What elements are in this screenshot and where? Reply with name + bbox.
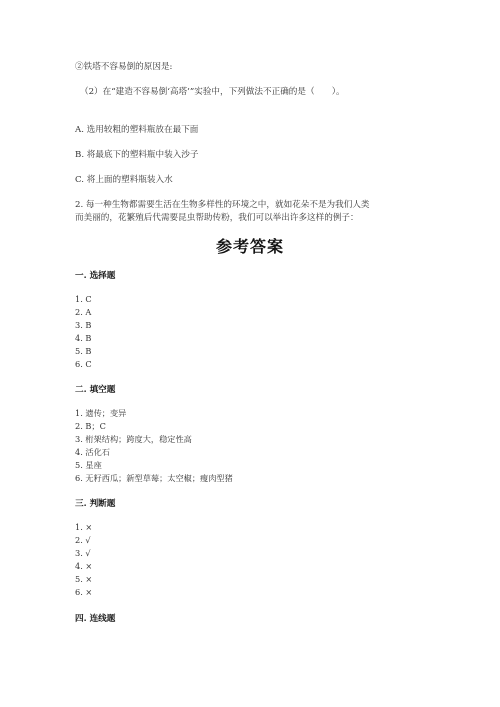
option-c: C. 将上面的塑料瓶装入水 <box>75 175 173 185</box>
list-item: 3. √ <box>75 548 91 558</box>
question-2-line-1: 2. 每一种生物都需要生活在生物多样性的环境之中，就如花朵不是为我们人类 <box>75 200 370 210</box>
list-item: 5. × <box>75 574 93 584</box>
list-item: 2. √ <box>75 535 91 545</box>
list-item: 1. × <box>75 522 93 532</box>
list-item: 3. 桁架结构；跨度大，稳定性高 <box>75 434 192 444</box>
list-item: 4. B <box>75 333 92 343</box>
section-heading-true-false: 三. 判断题 <box>75 499 116 509</box>
option-b: B. 将最底下的塑料瓶中装入沙子 <box>75 150 199 160</box>
fill-blank-answers-list <box>75 407 233 485</box>
list-item: 5. 星座 <box>75 460 102 470</box>
list-item: 6. 无籽西瓜；新型草莓；太空椒；瘦肉型猪 <box>75 473 233 483</box>
section-heading-choice: 一. 选择题 <box>75 271 116 281</box>
question-line-tower-experiment: （2）在“建造不容易倒‘高塔’”实验中，下列做法不正确的是（ ）。 <box>80 87 345 97</box>
true-false-answers-list <box>75 521 92 599</box>
list-item: 2. A <box>75 307 92 317</box>
list-item: 6. × <box>75 587 93 597</box>
list-item: 6. C <box>75 359 92 369</box>
section-heading-fill-blank: 二. 填空题 <box>75 385 116 395</box>
section-heading-matching: 四. 连线题 <box>75 614 116 624</box>
list-item: 4. × <box>75 561 93 571</box>
list-item: 3. B <box>75 320 92 330</box>
list-item: 1. 遗传；变异 <box>75 408 127 418</box>
question-line-tower-reason: ②铁塔不容易倒的原因是: <box>75 62 173 72</box>
list-item: 4. 活化石 <box>75 447 110 457</box>
option-a: A. 选用较粗的塑料瓶放在最下面 <box>75 125 199 135</box>
choice-answers-list <box>75 293 92 371</box>
list-item: 5. B <box>75 346 92 356</box>
question-2-line-2: 而美丽的，花繁殖后代需要昆虫帮助传粉，我们可以举出许多这样的例子： <box>75 213 359 223</box>
list-item: 1. C <box>75 294 92 304</box>
list-item: 2. B；C <box>75 421 106 431</box>
answer-key-title: 参考答案 <box>215 237 284 256</box>
